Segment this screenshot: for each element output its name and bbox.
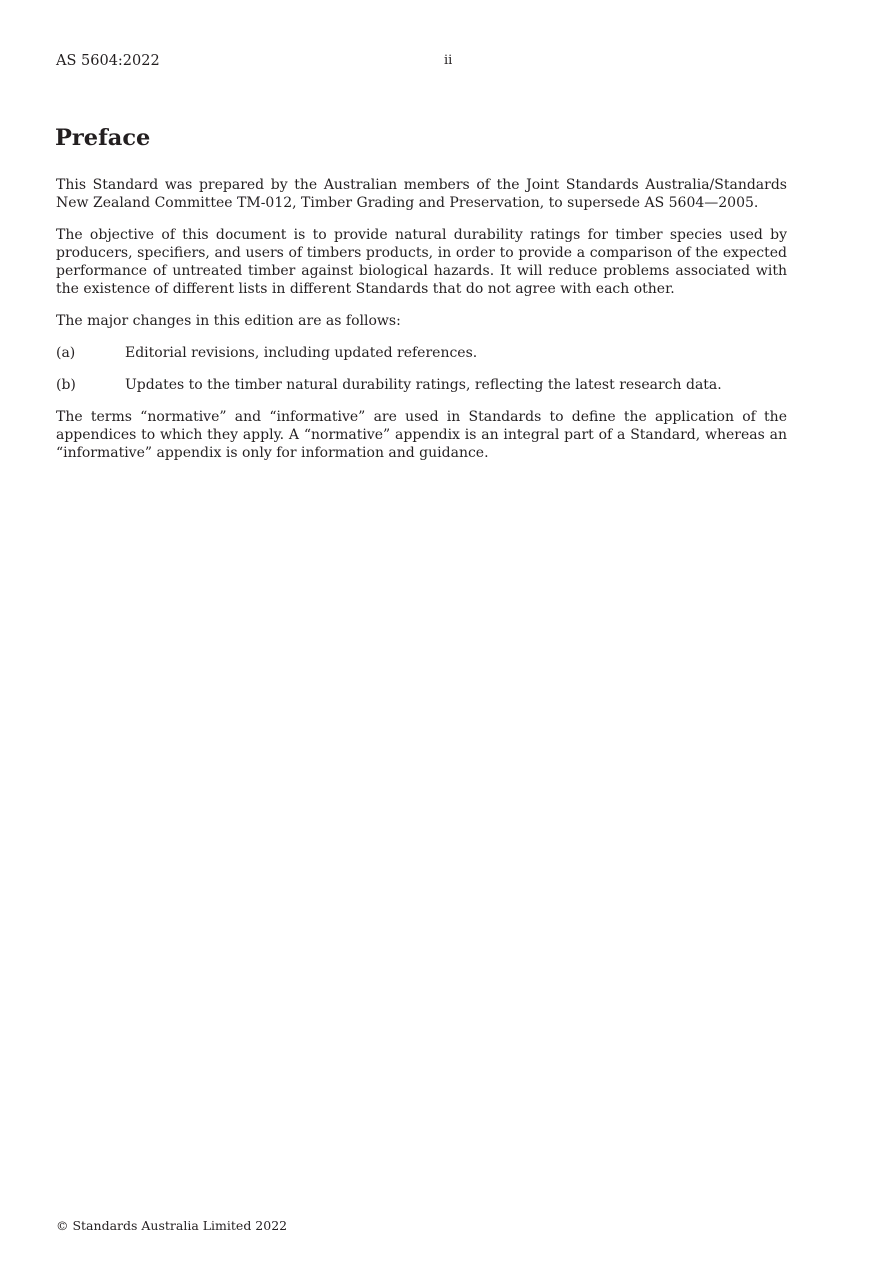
list-marker: (a): [56, 345, 76, 361]
paragraph-normative-informative: The terms “normative” and “informative” are used in Standards to define the application of the appendices to which they apply. A “normative” appendix is an integral part of a Standard, whereas an “informative” appendix is only for information and guidance.: [56, 409, 787, 461]
list-marker: (b): [56, 377, 76, 393]
paragraph-objective: The objective of this document is to provide natural durability ratings for timber species used by producers, specifiers, and users of timbers products, in order to provide a comparison of the expected performance of untreated timber against biological hazards. It will reduce problems associated with the existence of different lists in different Standards that do not agree with each other.: [56, 227, 787, 297]
document-id: AS 5604:2022: [56, 53, 160, 69]
preface-body: [56, 176, 787, 476]
list-item-a: [56, 344, 787, 362]
paragraph-changes-intro: The major changes in this edition are as follows:: [56, 313, 401, 329]
page-title: Preface: [55, 125, 151, 151]
list-item-b: [56, 376, 787, 394]
page-number: ii: [444, 53, 453, 68]
paragraph-committee: This Standard was prepared by the Australian members of the Joint Standards Australia/Standards New Zealand Committee TM-012, Timber Grading and Preservation, to supersede AS 5604—2005.: [56, 177, 787, 211]
list-item-text: Editorial revisions, including updated references.: [125, 345, 478, 361]
list-item-text: Updates to the timber natural durability ratings, reflecting the latest research data.: [125, 377, 722, 393]
copyright-footer: © Standards Australia Limited 2022: [56, 1218, 288, 1233]
